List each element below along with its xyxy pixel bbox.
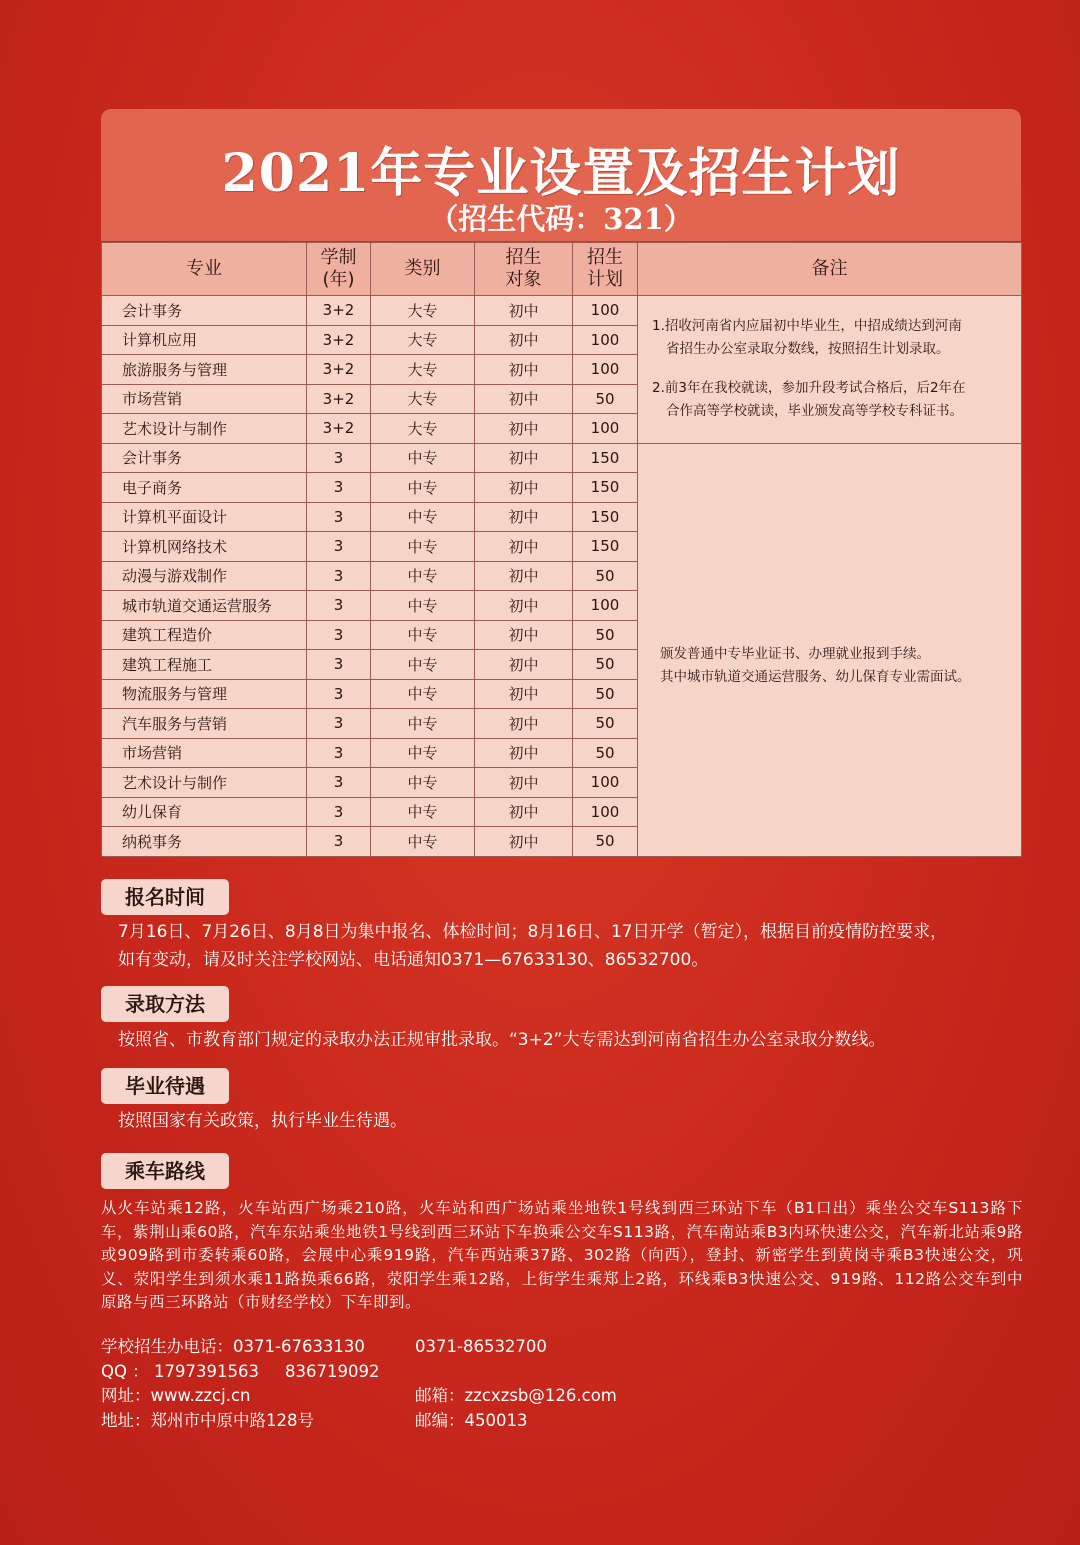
cell-category: 中专 [371, 768, 475, 798]
cell-target: 初中 [475, 384, 573, 414]
registration-line1: 7月16日、7月26日、8月8日为集中报名、体检时间；8月16日、17日开学（暂定），根据目前疫情防控要求， [118, 922, 948, 942]
cell-target: 初中 [475, 650, 573, 680]
cell-category: 中专 [371, 709, 475, 739]
cell-target: 初中 [475, 827, 573, 857]
cell-plan: 150 [573, 443, 638, 473]
remark-zhongzhuan-line1: 颁发普通中专毕业证书、办理就业报到手续。 [660, 645, 930, 662]
cell-target: 初中 [475, 797, 573, 827]
cell-category: 中专 [371, 473, 475, 503]
cell-target: 初中 [475, 532, 573, 562]
cell-years: 3 [307, 738, 371, 768]
table-row [102, 443, 1022, 473]
header-remarks: 备注 [638, 243, 1022, 296]
cell-years: 3 [307, 620, 371, 650]
cell-years: 3 [307, 443, 371, 473]
address-value: 郑州市中原中路128号 [150, 1410, 314, 1430]
cell-major: 旅游服务与管理 [102, 355, 307, 385]
cell-years: 3 [307, 502, 371, 532]
cell-category: 中专 [371, 591, 475, 621]
cell-years: 3+2 [307, 325, 371, 355]
header-category: 类别 [371, 243, 475, 296]
cell-target: 初中 [475, 679, 573, 709]
postcode-value: 450013 [464, 1410, 528, 1430]
cell-years: 3 [307, 532, 371, 562]
cell-major: 计算机应用 [102, 325, 307, 355]
cell-category: 中专 [371, 679, 475, 709]
cell-major: 物流服务与管理 [102, 679, 307, 709]
cell-major: 电子商务 [102, 473, 307, 503]
cell-years: 3 [307, 768, 371, 798]
cell-years: 3+2 [307, 355, 371, 385]
header-plan-line2: 计划 [587, 269, 623, 290]
section-label-graduation: 毕业待遇 [101, 1068, 229, 1104]
cell-target: 初中 [475, 591, 573, 621]
address-label: 地址： [101, 1410, 151, 1430]
cell-plan: 50 [573, 650, 638, 680]
cell-category: 大专 [371, 414, 475, 444]
cell-plan: 50 [573, 738, 638, 768]
qq-label: QQ ： [101, 1361, 149, 1381]
title-banner [101, 109, 1021, 241]
cell-major: 汽车服务与营销 [102, 709, 307, 739]
cell-major: 艺术设计与制作 [102, 768, 307, 798]
cell-category: 大专 [371, 355, 475, 385]
cell-plan: 100 [573, 797, 638, 827]
cell-target: 初中 [475, 355, 573, 385]
cell-target: 初中 [475, 768, 573, 798]
email-link[interactable]: zzcxzsb@126.com [464, 1386, 617, 1405]
contact-row-qq [101, 1360, 1021, 1385]
section-label-admission: 录取方法 [101, 986, 229, 1022]
postcode-label: 邮编： [415, 1410, 465, 1430]
cell-major: 市场营销 [102, 738, 307, 768]
cell-major: 城市轨道交通运营服务 [102, 591, 307, 621]
cell-plan: 50 [573, 620, 638, 650]
cell-plan: 150 [573, 532, 638, 562]
cell-target: 初中 [475, 620, 573, 650]
cell-years: 3 [307, 473, 371, 503]
page-title: 2021年专业设置及招生计划 [221, 143, 901, 204]
cell-plan: 100 [573, 355, 638, 385]
cell-years: 3+2 [307, 384, 371, 414]
website-link[interactable]: www.zzcj.cn [150, 1386, 251, 1405]
cell-plan: 150 [573, 473, 638, 503]
header-years-line1: 学制 [320, 247, 357, 268]
qq-1: 1797391563 [153, 1361, 259, 1381]
cell-category: 大专 [371, 296, 475, 326]
cell-years: 3 [307, 650, 371, 680]
cell-plan: 100 [573, 414, 638, 444]
admission-text: 按照省、市教育部门规定的录取办法正规审批录取。“3+2”大专需达到河南省招生办公室录取分数线。 [118, 1030, 886, 1050]
cell-target: 初中 [475, 473, 573, 503]
table-body [102, 296, 1022, 857]
cell-category: 中专 [371, 502, 475, 532]
remark-zhongzhuan-line2: 其中城市轨道交通运营服务、幼儿保育专业需面试。 [660, 668, 971, 685]
phone-2: 0371-86532700 [415, 1337, 547, 1356]
route-text: 从火车站乘12路，火车站西广场乘210路，火车站和西广场站乘坐地铁1号线到西三环站下车（B1口出）乘坐公交车S113路下车，紫荆山乘60路，汽车东站乘坐地铁1号线到西三环站下车换乘公交车S113路，汽车南站乘B3内环快速公交，汽车新北站乘9路或909路到市委转乘60路，会展中心乘919路，汽车西站乘37路、302路（向西），登封、新密学生到黄岗寺乘B3快速公交，巩义、荥阳学生到须水乘11路换乘66路，荥阳学生乘12路，上街学生乘郑上2路，环线乘B3快速公交、919路、112路公交车到中原路与西三环路站（市财经学校）下车即到。 [101, 1199, 1023, 1311]
cell-major: 会计事务 [102, 443, 307, 473]
cell-major: 市场营销 [102, 384, 307, 414]
remarks-zhongzhuan [638, 443, 1022, 856]
cell-target: 初中 [475, 561, 573, 591]
contact-row-phone [101, 1335, 1021, 1360]
cell-plan: 50 [573, 709, 638, 739]
cell-target: 初中 [475, 414, 573, 444]
cell-target: 初中 [475, 325, 573, 355]
cell-target: 初中 [475, 709, 573, 739]
header-major: 专业 [102, 243, 307, 296]
cell-category: 中专 [371, 620, 475, 650]
contact-info [101, 1335, 1021, 1433]
cell-years: 3+2 [307, 296, 371, 326]
cell-category: 中专 [371, 532, 475, 562]
section-label-route: 乘车路线 [101, 1153, 229, 1189]
graduation-text: 按照国家有关政策，执行毕业生待遇。 [118, 1111, 407, 1131]
cell-plan: 100 [573, 591, 638, 621]
cell-target: 初中 [475, 738, 573, 768]
cell-category: 大专 [371, 384, 475, 414]
header-years [307, 243, 371, 296]
cell-plan: 50 [573, 384, 638, 414]
cell-target: 初中 [475, 502, 573, 532]
cell-major: 会计事务 [102, 296, 307, 326]
cell-plan: 100 [573, 325, 638, 355]
cell-major: 幼儿保育 [102, 797, 307, 827]
table-row [102, 296, 1022, 326]
header-plan [573, 243, 638, 296]
cell-major: 动漫与游戏制作 [102, 561, 307, 591]
page-subtitle: （招生代码：321） [429, 202, 693, 236]
cell-years: 3+2 [307, 414, 371, 444]
cell-major: 建筑工程造价 [102, 620, 307, 650]
cell-category: 中专 [371, 738, 475, 768]
header-target-line2: 对象 [505, 269, 542, 290]
website-label: 网址： [101, 1386, 151, 1405]
remark-dazhuan-line3: 2.前3年在我校就读，参加升段考试合格后，后2年在 [652, 380, 966, 397]
remarks-dazhuan [638, 296, 1022, 444]
cell-major: 计算机网络技术 [102, 532, 307, 562]
cell-category: 大专 [371, 325, 475, 355]
contact-row-web [101, 1384, 1021, 1409]
remark-dazhuan-line2: 省招生办公室录取分数线，按照招生计划录取。 [666, 341, 950, 358]
cell-years: 3 [307, 561, 371, 591]
phone-label: 学校招生办电话： [101, 1337, 233, 1356]
contact-row-address [101, 1409, 1021, 1434]
header-years-line2: (年) [322, 269, 355, 290]
registration-line2: 如有变动，请及时关注学校网站、电话通知0371—67633130、86532700。 [118, 950, 709, 970]
header-target-line1: 招生 [505, 247, 542, 268]
cell-plan: 150 [573, 502, 638, 532]
cell-years: 3 [307, 797, 371, 827]
header-plan-line1: 招生 [587, 247, 623, 268]
table-header-row [102, 243, 1022, 296]
cell-plan: 50 [573, 827, 638, 857]
remark-dazhuan-line4: 合作高等学校就读，毕业颁发高等学校专科证书。 [666, 403, 963, 420]
cell-years: 3 [307, 827, 371, 857]
registration-text [118, 918, 1040, 974]
enrollment-plan-table [101, 242, 1022, 857]
cell-category: 中专 [371, 827, 475, 857]
cell-plan: 100 [573, 296, 638, 326]
cell-plan: 100 [573, 768, 638, 798]
cell-years: 3 [307, 591, 371, 621]
cell-category: 中专 [371, 443, 475, 473]
cell-major: 纳税事务 [102, 827, 307, 857]
cell-target: 初中 [475, 443, 573, 473]
cell-plan: 50 [573, 561, 638, 591]
cell-years: 3 [307, 679, 371, 709]
cell-plan: 50 [573, 679, 638, 709]
cell-category: 中专 [371, 561, 475, 591]
remark-dazhuan-line1: 1.招收河南省内应届初中毕业生，中招成绩达到河南 [652, 318, 962, 335]
cell-major: 计算机平面设计 [102, 502, 307, 532]
phone-1: 0371-67633130 [233, 1337, 365, 1356]
cell-major: 艺术设计与制作 [102, 414, 307, 444]
cell-category: 中专 [371, 797, 475, 827]
email-label: 邮箱： [415, 1386, 465, 1405]
section-label-registration: 报名时间 [101, 879, 229, 915]
cell-major: 建筑工程施工 [102, 650, 307, 680]
header-target [475, 243, 573, 296]
qq-2: 836719092 [284, 1361, 380, 1381]
cell-target: 初中 [475, 296, 573, 326]
cell-category: 中专 [371, 650, 475, 680]
cell-years: 3 [307, 709, 371, 739]
